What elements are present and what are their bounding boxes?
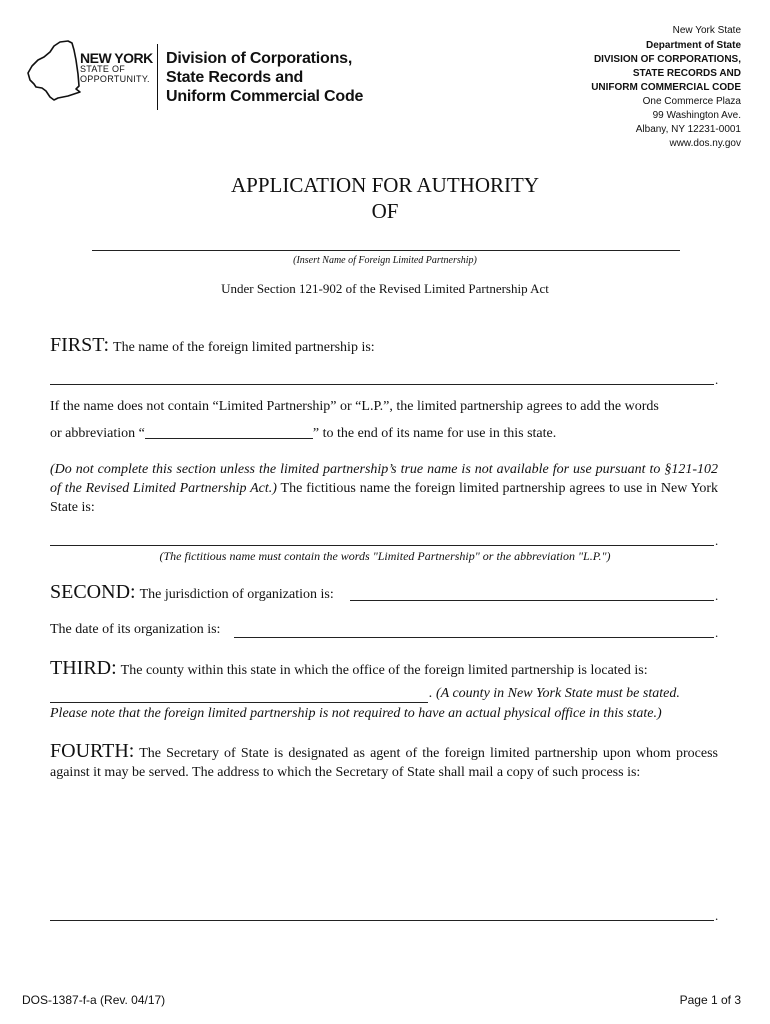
fictitious-text: The fictitious name the foreign limited partnership agrees to use in New York State is: xyxy=(50,481,719,515)
second-heading: SECOND: xyxy=(50,581,136,603)
third-heading: THIRD: xyxy=(50,657,117,679)
logo-opportunity: OPPORTUNITY. xyxy=(80,74,150,84)
address-division-2: STATE RECORDS AND xyxy=(632,68,741,79)
address-website: www.dos.ny.gov xyxy=(669,138,741,149)
under-section-text: Under Section 121-902 of the Revised Limited Partnership Act xyxy=(221,281,549,296)
first-heading: FIRST: xyxy=(50,334,110,356)
logo-division-line2: State Records and xyxy=(166,69,304,86)
address-street-2: 99 Washington Ave. xyxy=(652,110,741,121)
jurisdiction-input[interactable] xyxy=(350,600,714,601)
second-period: . xyxy=(715,588,719,603)
new-york-state-outline-logo xyxy=(24,40,84,102)
foreign-lp-name-input[interactable] xyxy=(50,384,714,385)
logo-state-of: STATE OF xyxy=(80,64,126,74)
organization-date-input[interactable] xyxy=(234,637,714,638)
fictitious-period: . xyxy=(715,533,719,548)
abbreviation-input[interactable] xyxy=(145,424,313,439)
mailing-address-input[interactable] xyxy=(50,920,714,921)
first-text: The name of the foreign limited partnership is: xyxy=(113,340,375,355)
office-note: Please note that the foreign limited partnership is not required to have an actual physical office in this state.) xyxy=(50,706,662,721)
abbr-prefix: or abbreviation “ xyxy=(50,426,145,441)
third-text: The county within this state in which the office of the foreign limited partnership is located is: xyxy=(120,663,648,678)
logo-divider xyxy=(157,44,158,110)
abbr-suffix: ” to the end of its name for use in this state. xyxy=(312,426,557,441)
fourth-text: The Secretary of State is designated as agent of the foreign limited partnership upon whom process against it may be served. The address to which the Secretary of State shall mail a copy of such process is: xyxy=(50,746,718,780)
county-note: . (A county in New York State must be stated. xyxy=(429,686,680,701)
logo-division-line3: Uniform Commercial Code xyxy=(166,88,364,105)
address-division-1: DIVISION OF CORPORATIONS, xyxy=(593,54,741,65)
logo-division-line1: Division of Corporations, xyxy=(166,50,353,67)
second-text: The jurisdiction of organization is: xyxy=(139,587,334,602)
logo-new-york: NEW YORK xyxy=(80,50,153,66)
county-input[interactable] xyxy=(50,702,428,703)
first-period: . xyxy=(715,372,719,387)
address-division-3: UNIFORM COMMERCIAL CODE xyxy=(591,82,741,93)
name-rule-text: If the name does not contain “Limited Partnership” or “L.P.”, the limited partnership agrees to add the words xyxy=(50,399,659,414)
address-department: Department of State xyxy=(645,40,741,51)
form-id: DOS-1387-f-a (Rev. 04/17) xyxy=(22,993,166,1007)
form-title-of: OF xyxy=(371,199,399,223)
date-text: The date of its organization is: xyxy=(50,622,221,637)
address-state: New York State xyxy=(672,25,741,36)
fictitious-caption: (The fictitious name must contain the words "Limited Partnership" or the abbreviation "L.P.") xyxy=(159,549,611,563)
partnership-name-input[interactable] xyxy=(92,250,680,251)
form-title: APPLICATION FOR AUTHORITY xyxy=(230,173,540,197)
fictitious-name-input[interactable] xyxy=(50,545,714,546)
partnership-name-caption: (Insert Name of Foreign Limited Partnership) xyxy=(293,255,477,266)
date-period: . xyxy=(715,625,719,640)
page-number: Page 1 of 3 xyxy=(679,993,741,1007)
address-street-1: One Commerce Plaza xyxy=(642,96,741,107)
fourth-period: . xyxy=(715,908,719,923)
fictitious-instruction: (Do not complete this section unless the limited partnership’s true name is not available for use pursuant to §121-102 of the Revised Limited Partnership Act.) xyxy=(50,462,718,496)
address-city: Albany, NY 12231-0001 xyxy=(635,124,741,135)
fourth-heading: FOURTH: xyxy=(50,740,135,762)
